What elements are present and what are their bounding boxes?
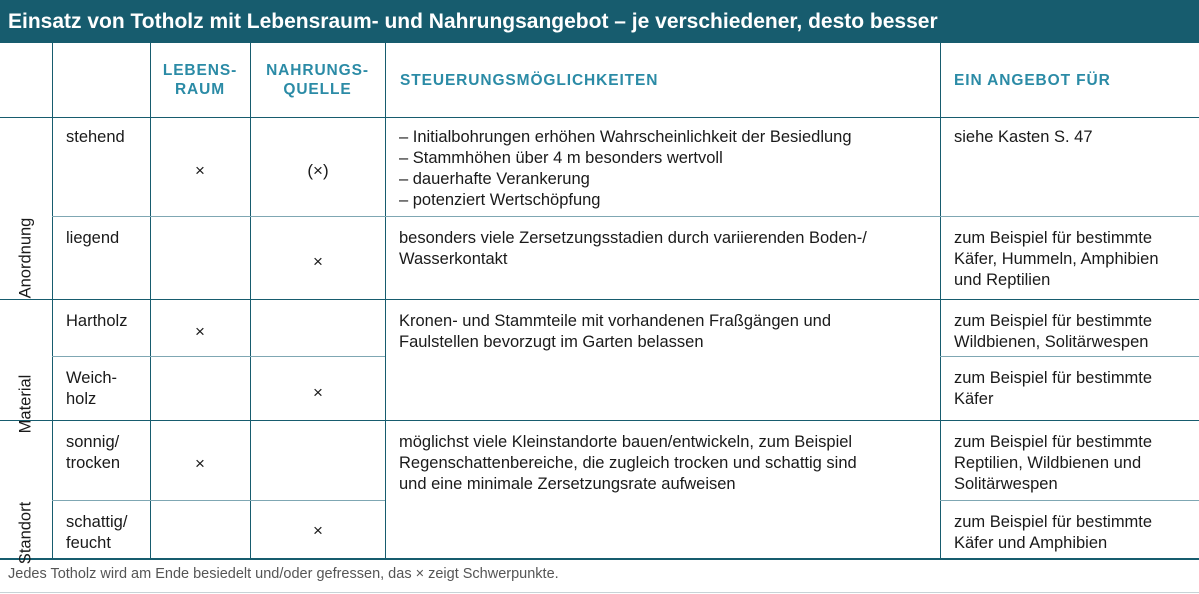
lebensraum-mark: × (195, 454, 205, 473)
steuerung-item: – potenziert Wertschöpfung (399, 191, 601, 209)
header-nahrungsquelle-line-1: NAHRUNGS- (266, 62, 369, 79)
angebot-line: zum Beispiel für bestimmte (954, 433, 1153, 451)
row-label-hartholz: Hartholz (66, 312, 128, 330)
steuerung-line: Kronen- und Stammteile mit vorhandenen Fraßgängen und (399, 312, 832, 330)
column-divider (385, 43, 386, 558)
header-angebot: EIN ANGEBOT FÜR (954, 72, 1111, 89)
row-label-line: sonnig/ (66, 433, 120, 451)
angebot-text: siehe Kasten S. 47 (954, 128, 1093, 146)
angebot-line: Wildbienen, Solitärwespen (954, 333, 1149, 351)
row-label-liegend: liegend (66, 229, 120, 247)
lebensraum-mark: × (195, 322, 205, 341)
steuerung-line: möglichst viele Kleinstandorte bauen/entwickeln, zum Beispiel (399, 433, 853, 451)
angebot-line: zum Beispiel für bestimmte (954, 229, 1153, 247)
row-divider (52, 216, 1199, 217)
row-label-stehend: stehend (66, 128, 125, 146)
row-divider (940, 500, 1199, 501)
angebot-text (954, 228, 1159, 291)
header-nahrungsquelle (250, 61, 385, 99)
header-steuerung: STEUERUNGSMÖGLICHKEITEN (400, 72, 659, 89)
column-divider (250, 43, 251, 558)
header-lebensraum (150, 61, 250, 99)
column-divider (52, 43, 53, 558)
row-label-line: Weich- (66, 369, 118, 387)
angebot-text (954, 432, 1152, 495)
steuerung-text (399, 228, 867, 270)
angebot-text (954, 311, 1152, 353)
header-divider (0, 117, 1199, 118)
header-lebensraum-line-2: RAUM (174, 81, 226, 98)
nahrung-mark: (×) (307, 161, 329, 180)
data-table (0, 43, 1199, 565)
angebot-text (954, 368, 1152, 410)
row-divider (940, 356, 1199, 357)
row-label-schattig-feucht (66, 512, 127, 554)
row-label-line: holz (66, 390, 97, 408)
header-lebensraum-line-1: LEBENS- (162, 62, 238, 79)
angebot-line: und Reptilien (954, 271, 1051, 289)
steuerung-item: – Stammhöhen über 4 m besonders wertvoll (399, 149, 723, 167)
steuerung-item: – dauerhafte Verankerung (399, 170, 590, 188)
column-divider (940, 43, 941, 558)
angebot-line: Käfer und Amphibien (954, 534, 1108, 552)
angebot-line: zum Beispiel für bestimmte (954, 312, 1153, 330)
steuerung-text-material (399, 311, 831, 353)
table-footnote: Jedes Totholz wird am Ende besiedelt und/oder gefressen, das × zeigt Schwerpunkte. (8, 566, 559, 582)
steuerung-line: besonders viele Zersetzungsstadien durch variierenden Boden-/ (399, 229, 867, 247)
steuerung-line: Faulstellen bevorzugt im Garten belassen (399, 333, 704, 351)
row-divider (52, 500, 385, 501)
row-label-line: feucht (66, 534, 111, 552)
angebot-line: Solitärwespen (954, 475, 1058, 493)
angebot-line: Käfer (954, 390, 994, 408)
row-label-weichholz (66, 368, 117, 410)
angebot-line: zum Beispiel für bestimmte (954, 513, 1153, 531)
row-label-line: trocken (66, 454, 121, 472)
nahrung-mark: × (313, 521, 323, 540)
row-label-line: schattig/ (66, 513, 128, 531)
angebot-line: Käfer, Hummeln, Amphibien (954, 250, 1159, 268)
steuerung-text-standort (399, 432, 857, 495)
header-nahrungsquelle-line-2: QUELLE (283, 81, 352, 98)
row-label-sonnig-trocken (66, 432, 120, 474)
steuerung-item: – Initialbohrungen erhöhen Wahrscheinlichkeit der Besiedlung (399, 128, 852, 146)
group-divider (0, 299, 1199, 300)
angebot-text (954, 512, 1152, 554)
steuerung-line: und eine minimale Zersetzungsrate aufweisen (399, 475, 736, 493)
angebot-line: Reptilien, Wildbienen und (954, 454, 1142, 472)
bottom-divider (0, 592, 1199, 593)
nahrung-mark: × (313, 383, 323, 402)
steuerung-list (399, 127, 852, 211)
angebot-line: zum Beispiel für bestimmte (954, 369, 1153, 387)
group-label-material: Material (16, 374, 35, 434)
column-divider (150, 43, 151, 558)
group-label-standort: Standort (16, 501, 35, 565)
group-divider (0, 420, 1199, 421)
row-divider (52, 356, 385, 357)
group-label-anordnung: Anordnung (16, 217, 35, 299)
table-title: Einsatz von Totholz mit Lebensraum- und Nahrungsangebot – je verschiedener, desto besser (0, 0, 1199, 43)
steuerung-line: Wasserkontakt (399, 250, 508, 268)
steuerung-line: Regenschattenbereiche, die zugleich trocken und schattig sind (399, 454, 857, 472)
nahrung-mark: × (313, 252, 323, 271)
lebensraum-mark: × (195, 161, 205, 180)
